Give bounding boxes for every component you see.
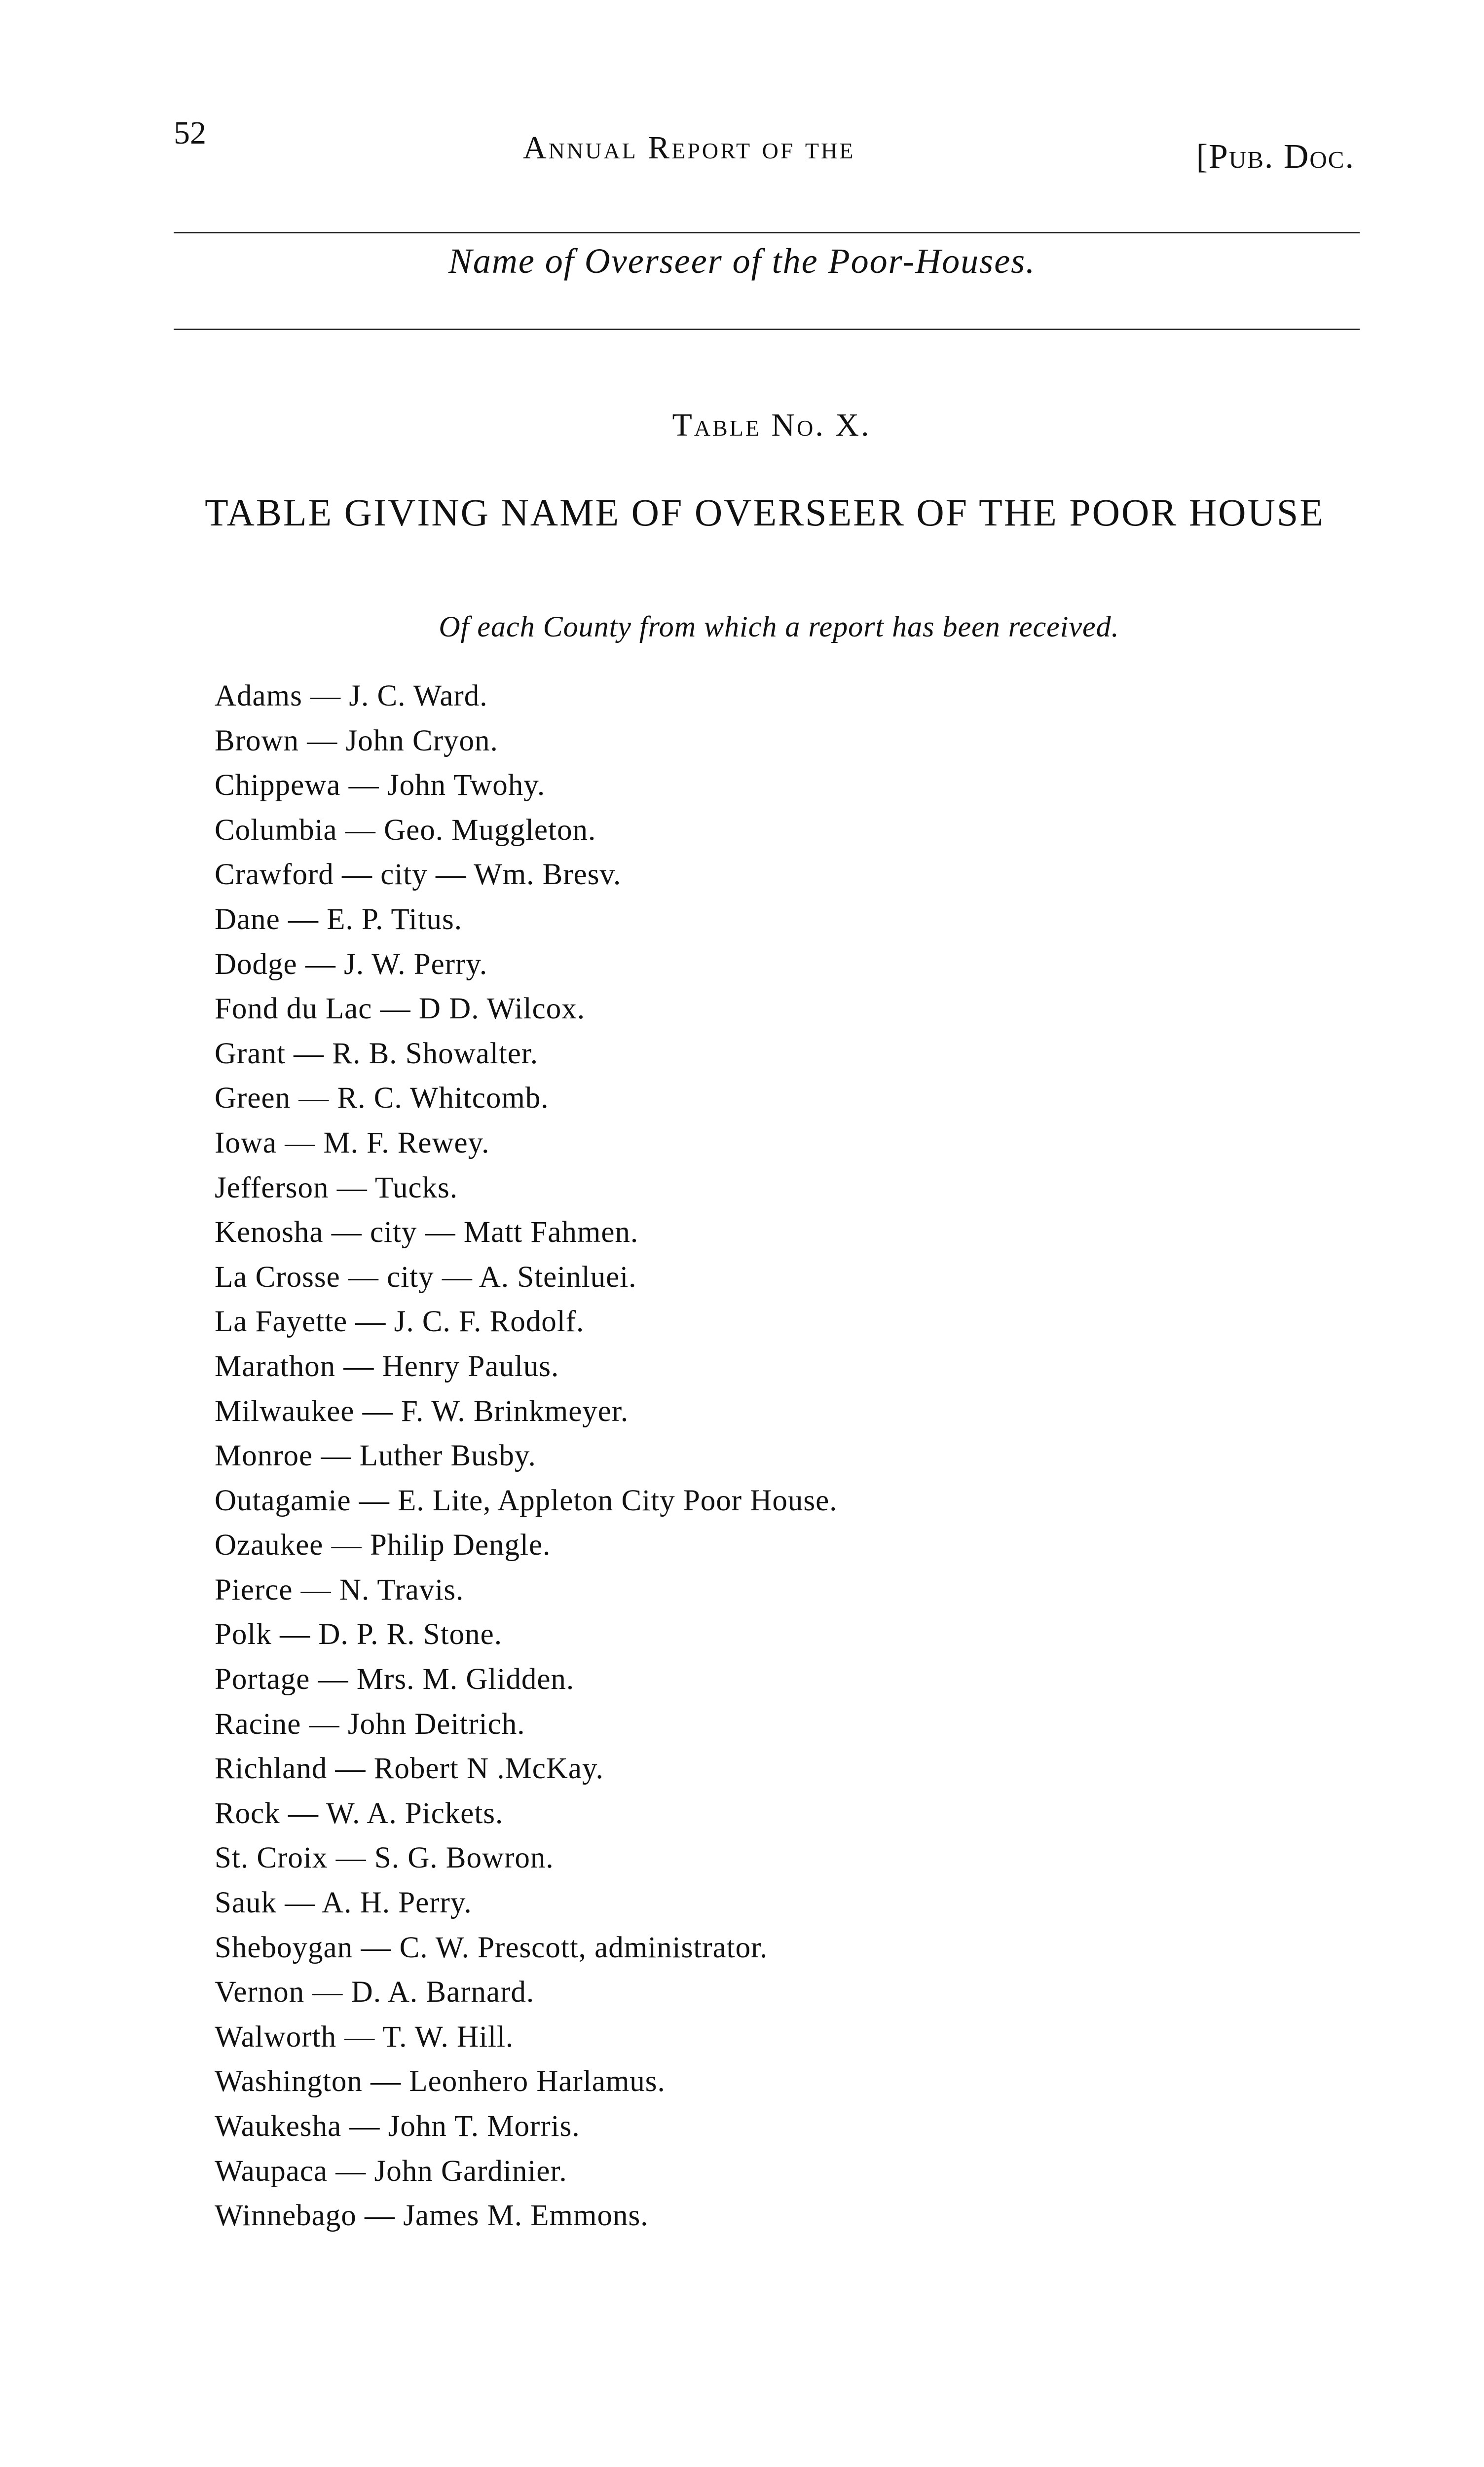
table-number: Table No. X. (672, 407, 871, 443)
section-heading: Name of Overseer of the Poor-Houses. (448, 241, 1036, 281)
table-title: TABLE GIVING NAME OF OVERSEER OF THE POOR HOUSE (205, 491, 1325, 534)
list-item: Grant — R. B. Showalter. (215, 1037, 538, 1070)
list-item: Iowa — M. F. Rewey. (215, 1126, 490, 1159)
list-item: Sauk — A. H. Perry. (215, 1886, 472, 1920)
list-item: Monroe — Luther Busby. (215, 1439, 536, 1473)
list-item: Jefferson — Tucks. (215, 1171, 458, 1204)
list-item: La Crosse — city — A. Steinluei. (215, 1260, 637, 1294)
list-item: Walworth — T. W. Hill. (215, 2020, 514, 2054)
list-item: Adams — J. C. Ward. (215, 679, 488, 712)
list-item: Portage — Mrs. M. Glidden. (215, 1663, 575, 1696)
list-item: Rock — W. A. Pickets. (215, 1796, 504, 1830)
list-item: Pierce — N. Travis. (215, 1573, 464, 1607)
header-rule-top (174, 232, 1360, 233)
header-rule-bottom (174, 329, 1360, 330)
table-subtitle: Of each County from which a report has been received. (439, 610, 1119, 643)
list-item: Winnebago — James M. Emmons. (215, 2199, 649, 2233)
list-item: Richland — Robert N .McKay. (215, 1752, 604, 1786)
list-item: Racine — John Deitrich. (215, 1707, 525, 1741)
list-item: Waukesha — John T. Morris. (215, 2110, 580, 2143)
running-title: Annual Report of the (523, 130, 855, 166)
list-item: St. Croix — S. G. Bowron. (215, 1841, 554, 1875)
list-item: Fond du Lac — D D. Wilcox. (215, 992, 585, 1026)
list-item: Ozaukee — Philip Dengle. (215, 1529, 551, 1562)
list-item: Outagamie — E. Lite, Appleton City Poor House. (215, 1484, 838, 1517)
overseer-list (215, 674, 837, 2239)
list-item: Columbia — Geo. Muggleton. (215, 813, 596, 847)
list-item: Vernon — D. A. Barnard. (215, 1976, 535, 2009)
list-item: Brown — John Cryon. (215, 724, 498, 757)
list-item: Dane — E. P. Titus. (215, 902, 463, 936)
page-number: 52 (174, 115, 206, 151)
list-item: Waupaca — John Gardinier. (215, 2154, 567, 2188)
document-reference: [Pub. Doc. (1196, 138, 1355, 176)
list-item: Crawford — city — Wm. Bresv. (215, 858, 622, 892)
list-item: La Fayette — J. C. F. Rodolf. (215, 1305, 585, 1339)
list-item: Green — R. C. Whitcomb. (215, 1082, 549, 1115)
list-item: Sheboygan — C. W. Prescott, administrator. (215, 1931, 768, 1964)
list-item: Chippewa — John Twohy. (215, 769, 546, 802)
list-item: Dodge — J. W. Perry. (215, 947, 488, 981)
list-item: Marathon — Henry Paulus. (215, 1349, 559, 1383)
list-item: Milwaukee — F. W. Brinkmeyer. (215, 1394, 629, 1428)
list-item: Kenosha — city — Matt Fahmen. (215, 1216, 639, 1249)
list-item: Washington — Leonhero Harlamus. (215, 2065, 666, 2098)
list-item: Polk — D. P. R. Stone. (215, 1618, 502, 1651)
